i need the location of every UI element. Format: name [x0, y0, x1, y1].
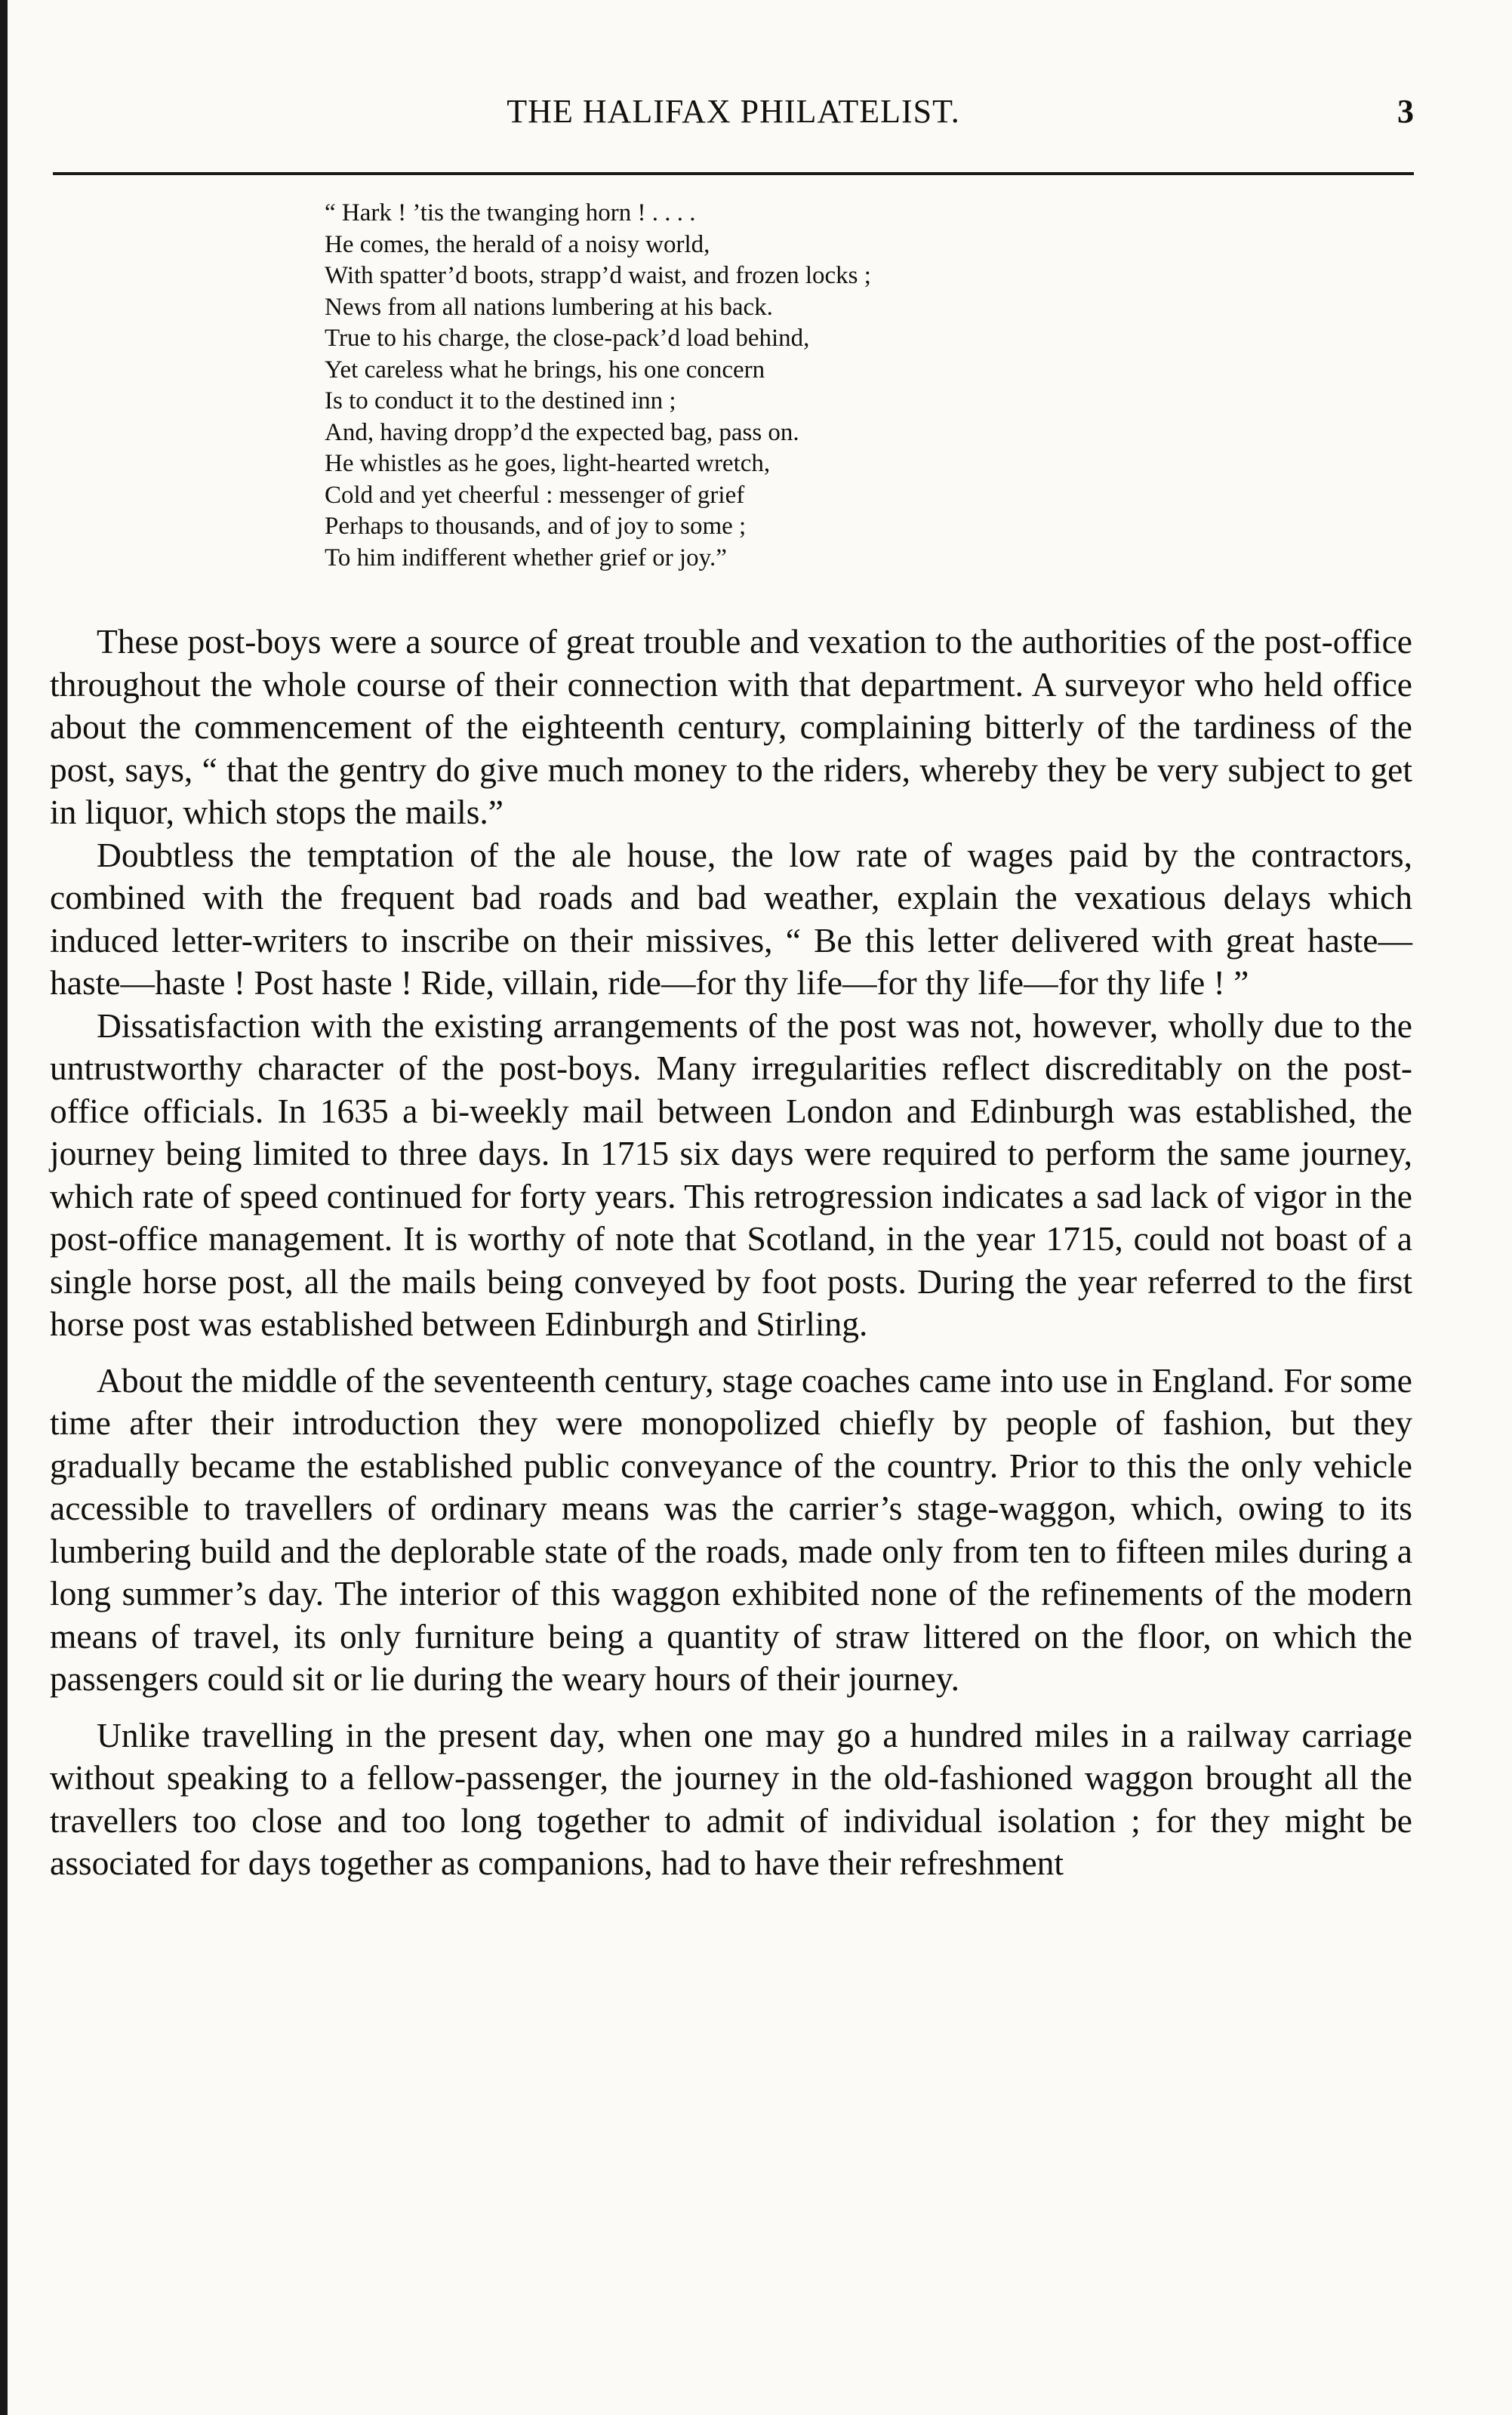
body-paragraph: About the middle of the seventeenth century, stage coaches came into use in England. For some time after their introduction they were monopolized chiefly by people of fashion, but they gradually became the established public conveyance of the country. Prior to this the only vehicle accessible to travellers of ordinary means was the carrier’s stage-waggon, which, owing to its lumbering build and the deplorable state of the roads, made only from ten to fifteen miles during a long summer’s day. The interior of this waggon exhibited none of the refinements of the modern means of travel, its only furniture being a quantity of straw littered on the floor, on which the passengers could sit or lie during the weary hours of their journey.: [50, 1360, 1412, 1698]
verse-line: He whistles as he goes, light-hearted wretch,: [325, 450, 771, 477]
verse-line: “ Hark ! ’tis the twanging horn ! . . . .: [325, 199, 696, 226]
verse-line: To him indifferent whether grief or joy.”: [325, 544, 727, 571]
body-paragraph: Dissatisfaction with the existing arrangements of the post was not, however, wholly due to the untrustworthy character of the post-boys. Many irregularities reflect discreditably on the post-office officials. In 1635 a bi-weekly mail between London and Edinburgh was established, the journey being limited to three days. In 1715 six days were required to perform the same journey, which rate of speed continued for forty years. This retrogression indicates a sad lack of vigor in the post-office management. It is worthy of note that Scotland, in the year 1715, could not boast of a single horse post, all the mails being conveyed by foot posts. During the year referred to the first horse post was established between Edinburgh and Stirling.: [50, 1006, 1412, 1343]
verse-line: With spatter’d boots, strapp’d waist, and frozen locks ;: [325, 262, 871, 289]
article-body: [50, 621, 1412, 1885]
verse-line: Perhaps to thousands, and of joy to some ;: [325, 513, 747, 540]
verse-line: Cold and yet cheerful : messenger of grief: [325, 481, 745, 509]
header-rule: [53, 172, 1414, 175]
body-paragraph: These post-boys were a source of great trouble and vexation to the authorities of the post-office throughout the whole course of their connection with that department. A surveyor who held office about the commencement of the eighteenth century, complaining bitterly of the tardiness of the post, says, “ that the gentry do give much money to the riders, whereby they be very subject to get in liquor, which stops the mails.”: [50, 622, 1412, 831]
body-paragraph: Doubtless the temptation of the ale house, the low rate of wages paid by the contractors, combined with the frequent bad roads and bad weather, explain the vexatious delays which induced letter-writers to inscribe on their missives, “ Be this letter delivered with great haste—haste—haste ! Post haste ! Ride, villain, ride—for thy life—for thy life—for thy life ! ”: [50, 835, 1412, 1002]
page-number: 3: [1397, 93, 1414, 130]
page-edge-rule: [0, 0, 8, 2415]
running-title: THE HALIFAX PHILATELIST.: [507, 93, 960, 130]
verse-line: News from all nations lumbering at his back.: [325, 293, 773, 321]
verse-line: He comes, the herald of a noisy world,: [325, 230, 710, 258]
page-header: [53, 89, 1414, 134]
verse-line: Is to conduct it to the destined inn ;: [325, 387, 676, 414]
verse-line: And, having dropp’d the expected bag, pass on.: [325, 418, 799, 446]
verse-line: Yet careless what he brings, his one concern: [325, 356, 765, 384]
verse-line: True to his charge, the close-pack’d load behind,: [325, 325, 810, 352]
verse-quotation: [325, 198, 1230, 574]
body-paragraph: Unlike travelling in the present day, when one may go a hundred miles in a railway carriage without speaking to a fellow-passenger, the journey in the old-fashioned waggon brought all the travellers too close and too long together to admit of individual isolation ; for they might be associated for days together as companions, had to have their refreshment: [50, 1715, 1412, 1882]
